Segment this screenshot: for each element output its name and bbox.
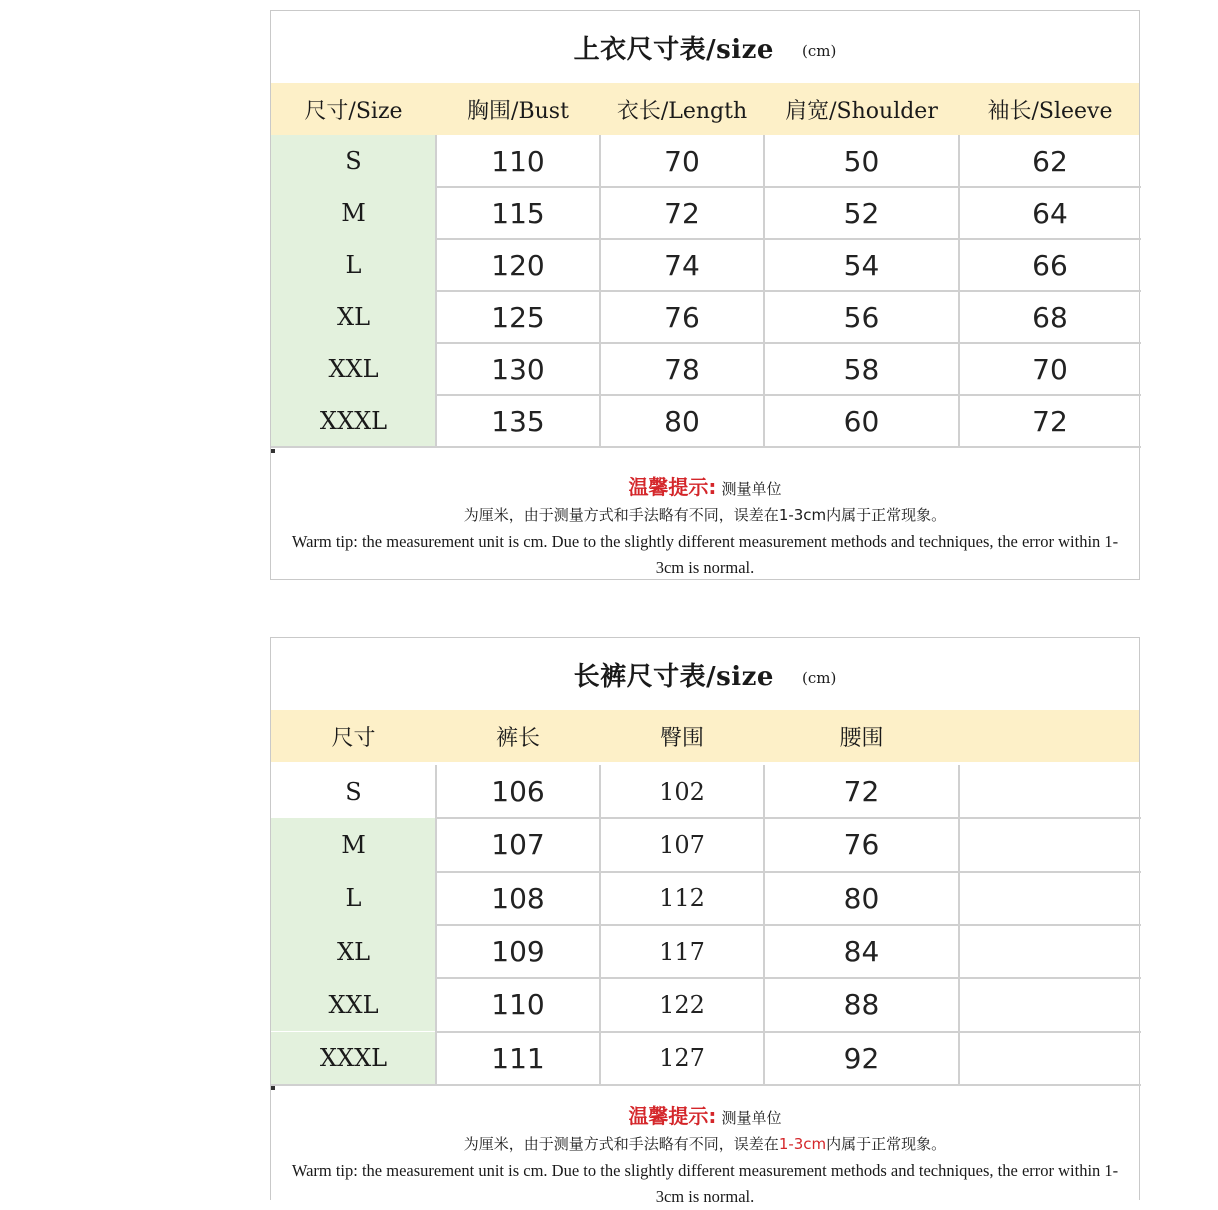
table-cell: 110 bbox=[491, 988, 545, 1022]
table-cell: 70 bbox=[664, 144, 700, 178]
table-cell: 112 bbox=[659, 884, 705, 913]
column-divider bbox=[435, 135, 437, 447]
table-cell: 111 bbox=[491, 1041, 545, 1075]
bottom-table-body bbox=[271, 765, 1139, 1085]
note-cn-range: 1-3cm bbox=[778, 1135, 827, 1153]
table-cell: 84 bbox=[843, 935, 880, 969]
table-cell: 120 bbox=[491, 248, 545, 282]
table-cell: 109 bbox=[491, 935, 545, 969]
top-table-body bbox=[271, 135, 1139, 447]
table-cell: 62 bbox=[1032, 144, 1068, 178]
top-size-table bbox=[270, 10, 1140, 580]
size-label-cell: XXL bbox=[271, 343, 436, 395]
top-table-title-row bbox=[271, 11, 1139, 83]
table-cell bbox=[959, 978, 1141, 1031]
table-cell bbox=[959, 765, 1141, 818]
column-divider bbox=[599, 135, 601, 447]
table-cell: 50 bbox=[843, 144, 880, 178]
column-divider bbox=[763, 135, 765, 447]
header-empty bbox=[959, 710, 1141, 762]
bottom-table-title: 长裤尺寸表/size bbox=[573, 661, 774, 692]
note-cn-range: 1-3cm bbox=[778, 506, 827, 524]
note-label: 温馨提示: bbox=[628, 475, 717, 499]
header-bust: 胸围/Bust bbox=[467, 98, 569, 124]
table-cell: 52 bbox=[843, 196, 880, 230]
header-length: 衣长/Length bbox=[616, 98, 748, 124]
table-cell: 107 bbox=[491, 828, 545, 862]
table-cell: 74 bbox=[664, 248, 700, 282]
note-cn-a: 为厘米，由于测量方式和手法略有不同，误差在 bbox=[463, 1135, 779, 1153]
table-cell: 70 bbox=[1032, 352, 1068, 386]
table-cell: 92 bbox=[843, 1041, 880, 1075]
table-cell: 66 bbox=[1032, 248, 1068, 282]
table-cell: 125 bbox=[491, 300, 545, 334]
size-label-cell: S bbox=[345, 777, 362, 806]
table-cell: 127 bbox=[659, 1044, 705, 1073]
table-cell: 78 bbox=[664, 352, 700, 386]
table-cell: 72 bbox=[843, 775, 880, 809]
note-en-text: Warm tip: the measurement unit is cm. Due to the slightly different measurement methods and techniques, the error within 1-3cm is normal. bbox=[291, 532, 1119, 577]
size-label-cell: L bbox=[271, 872, 436, 925]
table-cell: 76 bbox=[664, 300, 700, 334]
note-unit-text: 测量单位 bbox=[721, 1109, 782, 1127]
corner-mark bbox=[271, 449, 275, 453]
table-cell: 108 bbox=[491, 881, 545, 915]
column-divider bbox=[958, 765, 960, 1085]
header-pants-length: 裤长 bbox=[495, 725, 540, 751]
table-cell: 122 bbox=[659, 990, 705, 1019]
bottom-table-note bbox=[271, 1086, 1139, 1210]
column-divider bbox=[435, 765, 437, 1085]
table-cell: 54 bbox=[843, 248, 880, 282]
note-en-text: Warm tip: the measurement unit is cm. Due to the slightly different measurement methods and techniques, the error within 1-3cm is normal. bbox=[291, 1161, 1119, 1206]
table-cell: 58 bbox=[843, 352, 880, 386]
top-table-header bbox=[271, 83, 1139, 135]
note-label: 温馨提示: bbox=[628, 1104, 717, 1128]
table-cell: 106 bbox=[491, 775, 545, 809]
table-cell: 64 bbox=[1032, 196, 1068, 230]
note-cn-b: 内属于正常现象。 bbox=[826, 1135, 947, 1153]
note-unit-text: 测量单位 bbox=[721, 480, 782, 498]
table-cell: 68 bbox=[1032, 300, 1068, 334]
header-waist: 腰围 bbox=[839, 725, 884, 751]
table-cell: 60 bbox=[843, 404, 880, 438]
table-cell: 80 bbox=[664, 404, 700, 438]
table-cell: 72 bbox=[664, 196, 700, 230]
size-label-cell: S bbox=[271, 135, 436, 187]
column-divider bbox=[763, 765, 765, 1085]
size-label-cell: L bbox=[271, 239, 436, 291]
size-label-cell: M bbox=[271, 818, 436, 871]
header-sleeve: 袖长/Sleeve bbox=[987, 98, 1113, 124]
bottom-table-title-row bbox=[271, 638, 1139, 710]
header-shoulder: 肩宽/Shoulder bbox=[785, 98, 938, 124]
header-size: 尺寸 bbox=[331, 725, 376, 751]
table-cell: 88 bbox=[843, 988, 880, 1022]
size-label-cell: XXXL bbox=[271, 395, 436, 447]
header-size: 尺寸/Size bbox=[304, 98, 403, 124]
note-cn-a: 为厘米，由于测量方式和手法略有不同，误差在 bbox=[463, 506, 779, 524]
table-cell bbox=[959, 818, 1141, 871]
note-cn-b: 内属于正常现象。 bbox=[826, 506, 947, 524]
size-label-cell: XXXL bbox=[271, 1032, 436, 1085]
table-cell: 115 bbox=[491, 196, 545, 230]
bottom-table-header bbox=[271, 710, 1139, 762]
table-cell bbox=[959, 925, 1141, 978]
table-cell bbox=[959, 1032, 1141, 1085]
table-cell: 110 bbox=[491, 144, 545, 178]
table-cell: 76 bbox=[843, 828, 880, 862]
size-label-cell: XL bbox=[271, 925, 436, 978]
table-cell: 117 bbox=[659, 937, 705, 966]
top-table-unit: (cm) bbox=[801, 42, 837, 60]
table-cell: 102 bbox=[659, 777, 705, 806]
table-cell: 107 bbox=[659, 830, 705, 859]
table-cell: 130 bbox=[491, 352, 545, 386]
column-divider bbox=[599, 765, 601, 1085]
column-divider bbox=[958, 135, 960, 447]
bottom-table-unit: (cm) bbox=[801, 669, 837, 687]
table-bottom-border bbox=[271, 446, 1141, 448]
table-cell: 80 bbox=[843, 881, 880, 915]
size-label-cell: XL bbox=[271, 291, 436, 343]
header-hip: 臀围 bbox=[659, 725, 704, 751]
table-cell: 56 bbox=[843, 300, 880, 334]
table-cell bbox=[959, 872, 1141, 925]
bottom-size-table bbox=[270, 637, 1140, 1206]
size-label-cell: M bbox=[271, 187, 436, 239]
top-table-title: 上衣尺寸表/size bbox=[573, 34, 774, 65]
table-cell: 135 bbox=[491, 404, 545, 438]
table-cell: 72 bbox=[1032, 404, 1068, 438]
top-table-note bbox=[271, 457, 1139, 581]
size-label-cell: XXL bbox=[271, 978, 436, 1031]
